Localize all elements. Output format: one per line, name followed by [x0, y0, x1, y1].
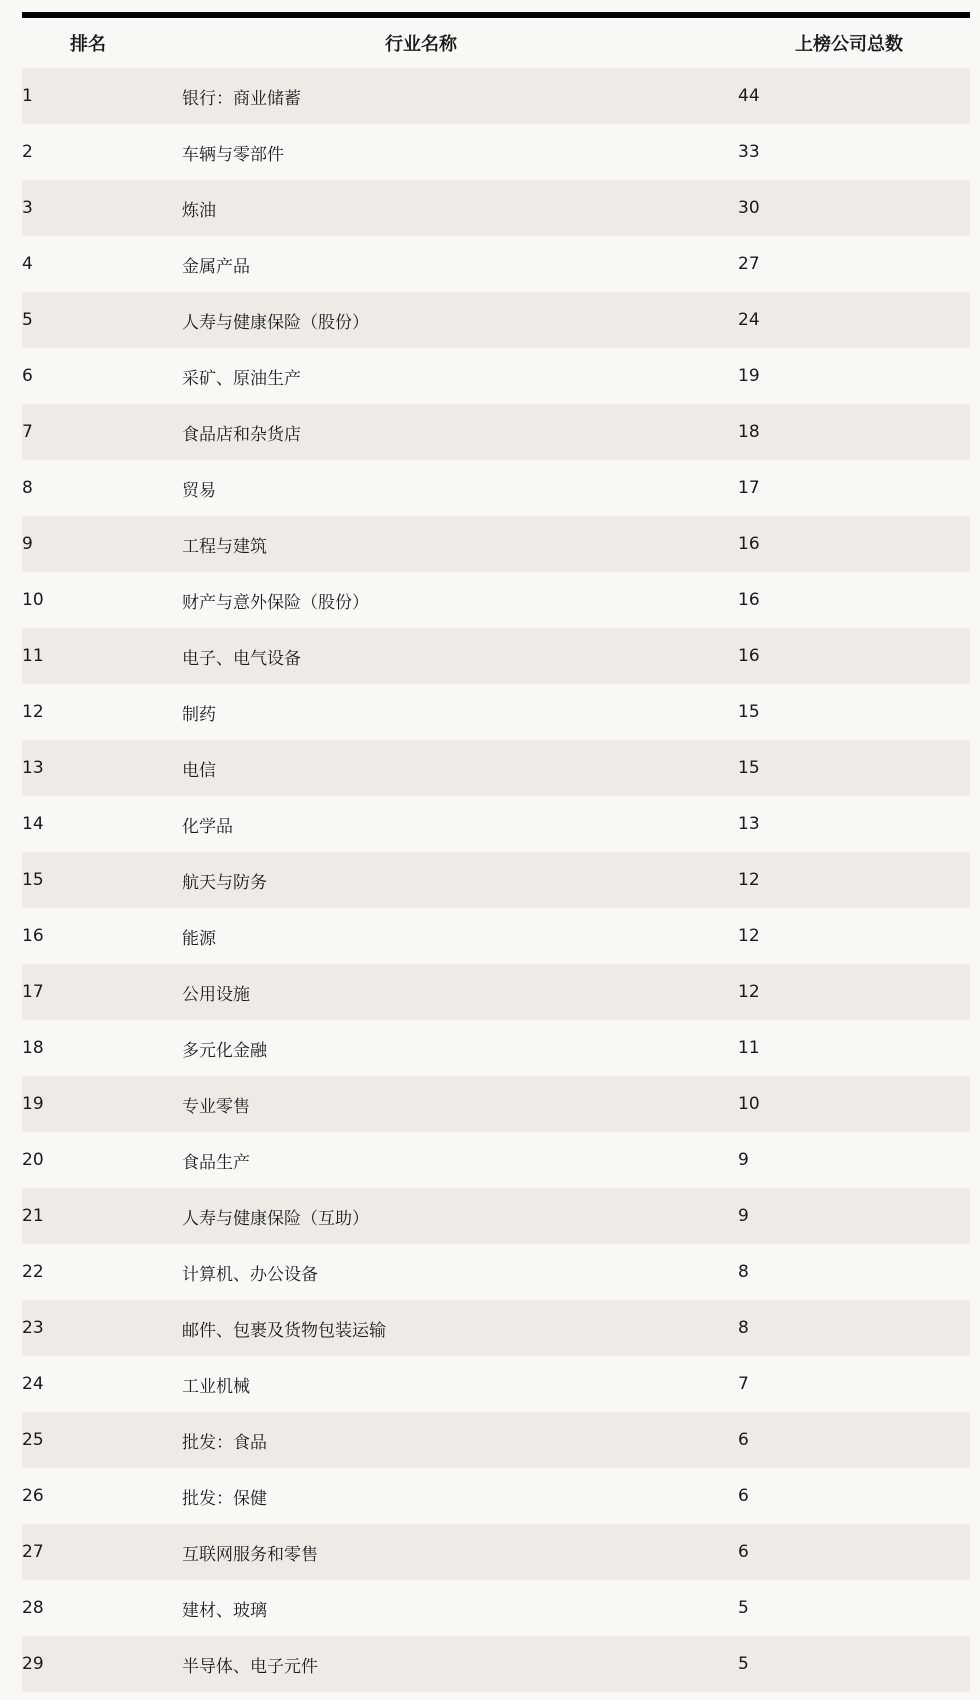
cell-rank: 5	[22, 310, 33, 330]
cell-industry: 电信	[182, 760, 216, 781]
cell-industry: 多元化金融	[182, 1040, 267, 1061]
cell-industry: 工业机械	[182, 1376, 250, 1397]
cell-industry: 车辆与零部件	[182, 144, 284, 165]
cell-rank: 11	[22, 646, 44, 666]
table-row	[22, 236, 970, 292]
cell-count: 9	[738, 1150, 749, 1170]
table-row	[22, 964, 970, 1020]
cell-industry: 人寿与健康保险（互助）	[182, 1208, 369, 1229]
table-row	[22, 124, 970, 180]
header-count: 上榜公司总数	[795, 34, 903, 55]
table-row	[22, 572, 970, 628]
cell-rank: 12	[22, 702, 44, 722]
table-row	[22, 852, 970, 908]
cell-industry: 专业零售	[182, 1096, 250, 1117]
cell-rank: 29	[22, 1654, 44, 1674]
table-row	[22, 1356, 970, 1412]
cell-rank: 3	[22, 198, 33, 218]
cell-rank: 25	[22, 1430, 44, 1450]
cell-rank: 1	[22, 86, 33, 106]
cell-industry: 工程与建筑	[182, 536, 267, 557]
cell-count: 16	[738, 534, 760, 554]
table-row	[22, 404, 970, 460]
cell-count: 17	[738, 478, 760, 498]
cell-rank: 20	[22, 1150, 44, 1170]
cell-rank: 28	[22, 1598, 44, 1618]
cell-rank: 27	[22, 1542, 44, 1562]
cell-count: 27	[738, 254, 760, 274]
table-row	[22, 796, 970, 852]
table-row	[22, 1412, 970, 1468]
table-header-row	[22, 18, 970, 68]
cell-count: 10	[738, 1094, 760, 1114]
header-rank: 排名	[70, 34, 106, 55]
cell-rank: 21	[22, 1206, 44, 1226]
cell-industry: 邮件、包裹及货物包装运输	[182, 1320, 386, 1341]
cell-count: 16	[738, 590, 760, 610]
cell-industry: 公用设施	[182, 984, 250, 1005]
cell-industry: 采矿、原油生产	[182, 368, 301, 389]
cell-industry: 制药	[182, 704, 216, 725]
cell-count: 5	[738, 1598, 749, 1618]
cell-count: 19	[738, 366, 760, 386]
table-row	[22, 740, 970, 796]
cell-rank: 15	[22, 870, 44, 890]
cell-rank: 24	[22, 1374, 44, 1394]
cell-count: 44	[738, 86, 760, 106]
cell-industry: 半导体、电子元件	[182, 1656, 318, 1677]
cell-count: 8	[738, 1262, 749, 1282]
cell-rank: 7	[22, 422, 33, 442]
table-row	[22, 1188, 970, 1244]
cell-count: 6	[738, 1542, 749, 1562]
cell-count: 5	[738, 1654, 749, 1674]
cell-industry: 化学品	[182, 816, 233, 837]
cell-industry: 食品店和杂货店	[182, 424, 301, 445]
cell-count: 33	[738, 142, 760, 162]
cell-count: 16	[738, 646, 760, 666]
table-row	[22, 180, 970, 236]
cell-count: 18	[738, 422, 760, 442]
cell-rank: 26	[22, 1486, 44, 1506]
cell-industry: 食品生产	[182, 1152, 250, 1173]
cell-industry: 电子、电气设备	[182, 648, 301, 669]
table-row	[22, 1020, 970, 1076]
header-industry: 行业名称	[385, 34, 457, 55]
cell-industry: 人寿与健康保险（股份）	[182, 312, 369, 333]
cell-count: 6	[738, 1430, 749, 1450]
cell-industry: 炼油	[182, 200, 216, 221]
cell-rank: 10	[22, 590, 44, 610]
cell-rank: 18	[22, 1038, 44, 1058]
table-row	[22, 516, 970, 572]
table-row	[22, 68, 970, 124]
cell-rank: 19	[22, 1094, 44, 1114]
cell-rank: 6	[22, 366, 33, 386]
cell-industry: 互联网服务和零售	[182, 1544, 318, 1565]
cell-industry: 批发：食品	[182, 1432, 267, 1453]
cell-industry: 贸易	[182, 480, 216, 501]
cell-count: 12	[738, 926, 760, 946]
cell-count: 9	[738, 1206, 749, 1226]
cell-industry: 批发：保健	[182, 1488, 267, 1509]
table-body	[22, 68, 970, 1692]
cell-count: 15	[738, 758, 760, 778]
table-row	[22, 292, 970, 348]
cell-count: 11	[738, 1038, 760, 1058]
cell-rank: 14	[22, 814, 44, 834]
cell-rank: 17	[22, 982, 44, 1002]
cell-industry: 计算机、办公设备	[182, 1264, 318, 1285]
cell-rank: 22	[22, 1262, 44, 1282]
industry-ranking-table	[22, 12, 970, 1692]
cell-count: 6	[738, 1486, 749, 1506]
cell-rank: 16	[22, 926, 44, 946]
table-row	[22, 1468, 970, 1524]
table-row	[22, 1636, 970, 1692]
table-row	[22, 348, 970, 404]
cell-count: 12	[738, 982, 760, 1002]
table-row	[22, 1244, 970, 1300]
table-row	[22, 1524, 970, 1580]
table-row	[22, 1300, 970, 1356]
cell-rank: 9	[22, 534, 33, 554]
cell-count: 24	[738, 310, 760, 330]
table-row	[22, 1132, 970, 1188]
cell-rank: 2	[22, 142, 33, 162]
cell-rank: 8	[22, 478, 33, 498]
cell-count: 13	[738, 814, 760, 834]
cell-industry: 建材、玻璃	[182, 1600, 267, 1621]
table-row	[22, 684, 970, 740]
table-row	[22, 908, 970, 964]
cell-industry: 银行：商业储蓄	[182, 88, 301, 109]
cell-industry: 财产与意外保险（股份）	[182, 592, 369, 613]
cell-count: 30	[738, 198, 760, 218]
cell-count: 15	[738, 702, 760, 722]
cell-rank: 4	[22, 254, 33, 274]
table-row	[22, 628, 970, 684]
cell-count: 8	[738, 1318, 749, 1338]
cell-industry: 金属产品	[182, 256, 250, 277]
cell-rank: 23	[22, 1318, 44, 1338]
cell-industry: 航天与防务	[182, 872, 267, 893]
cell-count: 7	[738, 1374, 749, 1394]
table-row	[22, 460, 970, 516]
cell-rank: 13	[22, 758, 44, 778]
cell-count: 12	[738, 870, 760, 890]
table-row	[22, 1580, 970, 1636]
cell-industry: 能源	[182, 928, 216, 949]
table-row	[22, 1076, 970, 1132]
